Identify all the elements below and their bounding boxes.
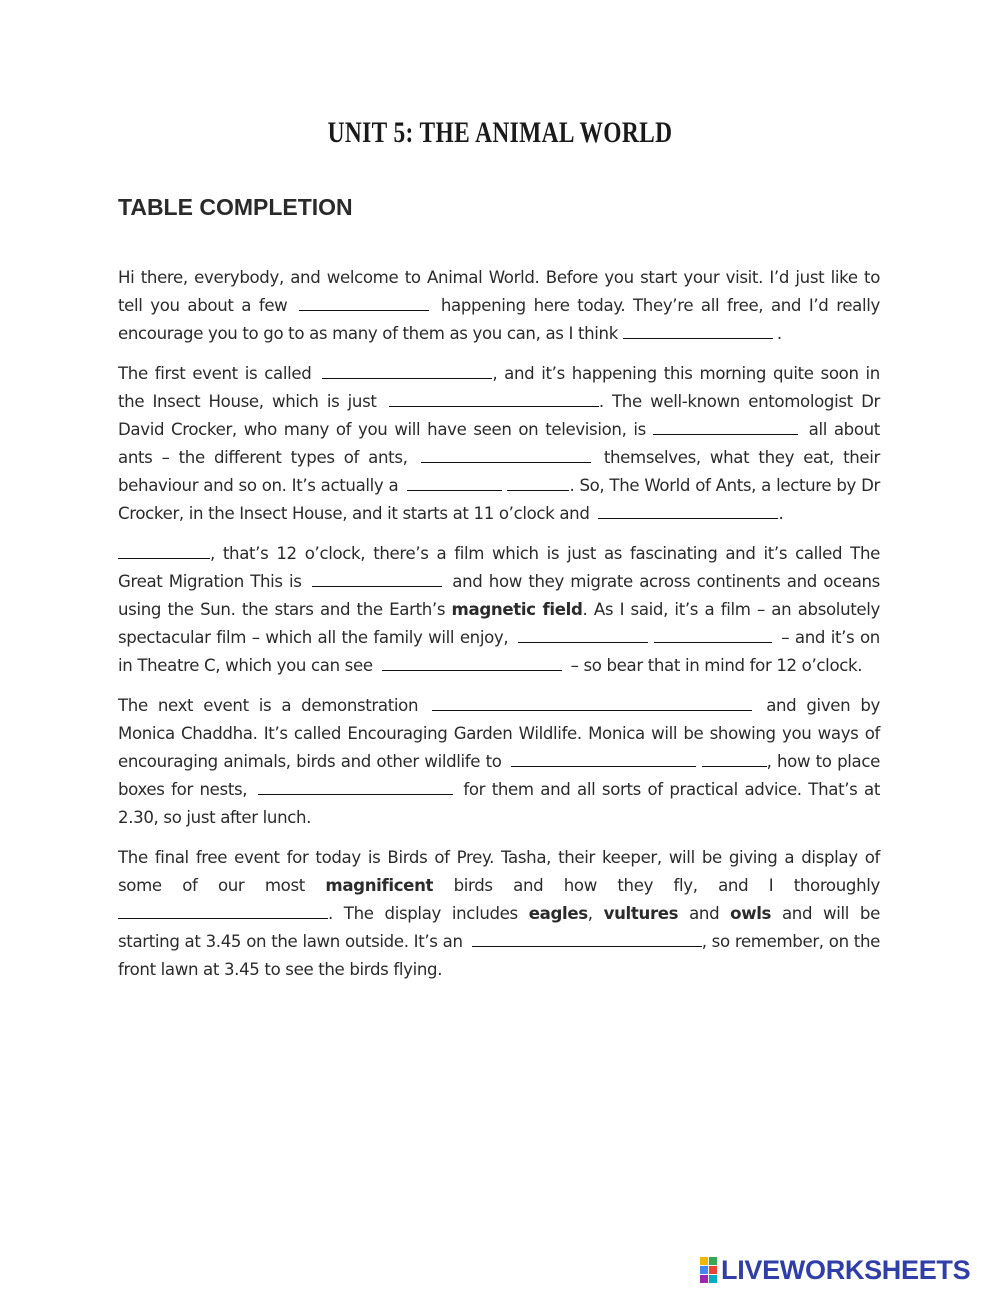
text-segment: The first event is called bbox=[118, 364, 312, 383]
answer-blank-10[interactable] bbox=[118, 540, 210, 559]
answer-blank-5[interactable] bbox=[653, 416, 798, 435]
answer-blank-11[interactable] bbox=[312, 568, 442, 587]
text-segment: happening here today. They’re all free, and I’d really encourage you to go to as many of them as you can, as I think bbox=[118, 296, 880, 343]
section-heading: TABLE COMPLETION bbox=[118, 194, 353, 220]
text-segment: . The display includes bbox=[328, 904, 518, 923]
text-segment: – so bear that in mind for 12 o’clock. bbox=[570, 656, 863, 675]
paragraph-1 bbox=[118, 264, 880, 348]
text-segment: , bbox=[587, 904, 593, 923]
answer-blank-14[interactable] bbox=[382, 652, 562, 671]
text-segment: . So, The World of Ants, a lecture by Dr Crocker, in the Insect House, and it starts at 11 o’clock and bbox=[118, 476, 880, 523]
answer-blank-16[interactable] bbox=[511, 748, 696, 767]
text-segment: , how to place boxes for nests, bbox=[118, 752, 880, 799]
answer-blank-13[interactable] bbox=[654, 624, 772, 643]
text-segment: The final free event for today is Birds of Prey. Tasha, their keeper, will be giving a display of some of our most bbox=[118, 848, 880, 895]
text-segment: Hi there, everybody, and welcome to Animal World. Before you start your visit. I’d just like to tell you about a few bbox=[118, 268, 880, 315]
liveworksheets-logo[interactable] bbox=[700, 1255, 970, 1285]
page-title: UNIT 5: THE ANIMAL WORLD bbox=[327, 116, 673, 149]
bold-term: vultures bbox=[603, 904, 679, 923]
paragraph-3 bbox=[118, 540, 880, 680]
answer-blank-3[interactable] bbox=[322, 360, 492, 379]
answer-blank-9[interactable] bbox=[598, 500, 778, 519]
liveworksheets-logo-icon bbox=[700, 1257, 717, 1283]
answer-blank-15[interactable] bbox=[432, 692, 752, 711]
text-segment: . As I said, it’s a film – an absolutely spectacular film – which all the family will enjoy, bbox=[118, 600, 880, 647]
text-segment: The next event is a demonstration bbox=[118, 696, 419, 715]
text-segment: , that’s 12 o’clock, there’s a film which is just as fascinating and it’s called The Great Migration This is bbox=[118, 544, 880, 591]
answer-blank-6[interactable] bbox=[421, 444, 591, 463]
answer-blank-20[interactable] bbox=[472, 928, 702, 947]
answer-blank-4[interactable] bbox=[389, 388, 599, 407]
text-segment: all about ants – the different types of ants, bbox=[118, 420, 880, 467]
answer-blank-19[interactable] bbox=[118, 900, 328, 919]
text-segment: and will be starting at 3.45 on the lawn outside. It’s an bbox=[118, 904, 880, 951]
text-segment: . bbox=[776, 324, 782, 343]
text-segment: – and it’s on in Theatre C, which you can see bbox=[118, 628, 880, 675]
bold-term: magnetic field bbox=[451, 600, 583, 619]
passage bbox=[118, 264, 880, 996]
answer-blank-18[interactable] bbox=[258, 776, 453, 795]
text-segment: for them and all sorts of practical advice. That’s at 2.30, so just after lunch. bbox=[118, 780, 880, 827]
answer-blank-7[interactable] bbox=[407, 472, 502, 491]
text-segment: and how they migrate across continents and oceans using the Sun. the stars and the Earth’s bbox=[118, 572, 880, 619]
bold-term: magnificent bbox=[325, 876, 434, 895]
answer-blank-17[interactable] bbox=[702, 748, 767, 767]
text-segment: themselves, what they eat, their behaviour and so on. It’s actually a bbox=[118, 448, 880, 495]
text-segment: , so remember, on the front lawn at 3.45 to see the birds flying. bbox=[118, 932, 880, 979]
bold-term: eagles bbox=[528, 904, 588, 923]
answer-blank-8[interactable] bbox=[507, 472, 569, 491]
answer-blank-12[interactable] bbox=[518, 624, 648, 643]
answer-blank-1[interactable] bbox=[299, 292, 429, 311]
text-segment: . bbox=[778, 504, 784, 523]
text-segment: and given by Monica Chaddha. It’s called Encouraging Garden Wildlife. Monica will be showing you ways of encouraging animals, birds and other wildlife to bbox=[118, 696, 880, 771]
logo-text: LIVEWORKSHEETS bbox=[721, 1254, 971, 1285]
paragraph-5 bbox=[118, 844, 880, 984]
text-segment: , and it’s happening this morning quite soon in the Insect House, which is just bbox=[118, 364, 880, 411]
bold-term: owls bbox=[730, 904, 772, 923]
text-segment: birds and how they fly, and I thoroughly bbox=[453, 876, 880, 895]
answer-blank-2[interactable] bbox=[623, 320, 773, 339]
paragraph-2 bbox=[118, 360, 880, 528]
text-segment: and bbox=[689, 904, 720, 923]
paragraph-4 bbox=[118, 692, 880, 832]
text-segment: . The well-known entomologist Dr David Crocker, who many of you will have seen on television, is bbox=[118, 392, 880, 439]
